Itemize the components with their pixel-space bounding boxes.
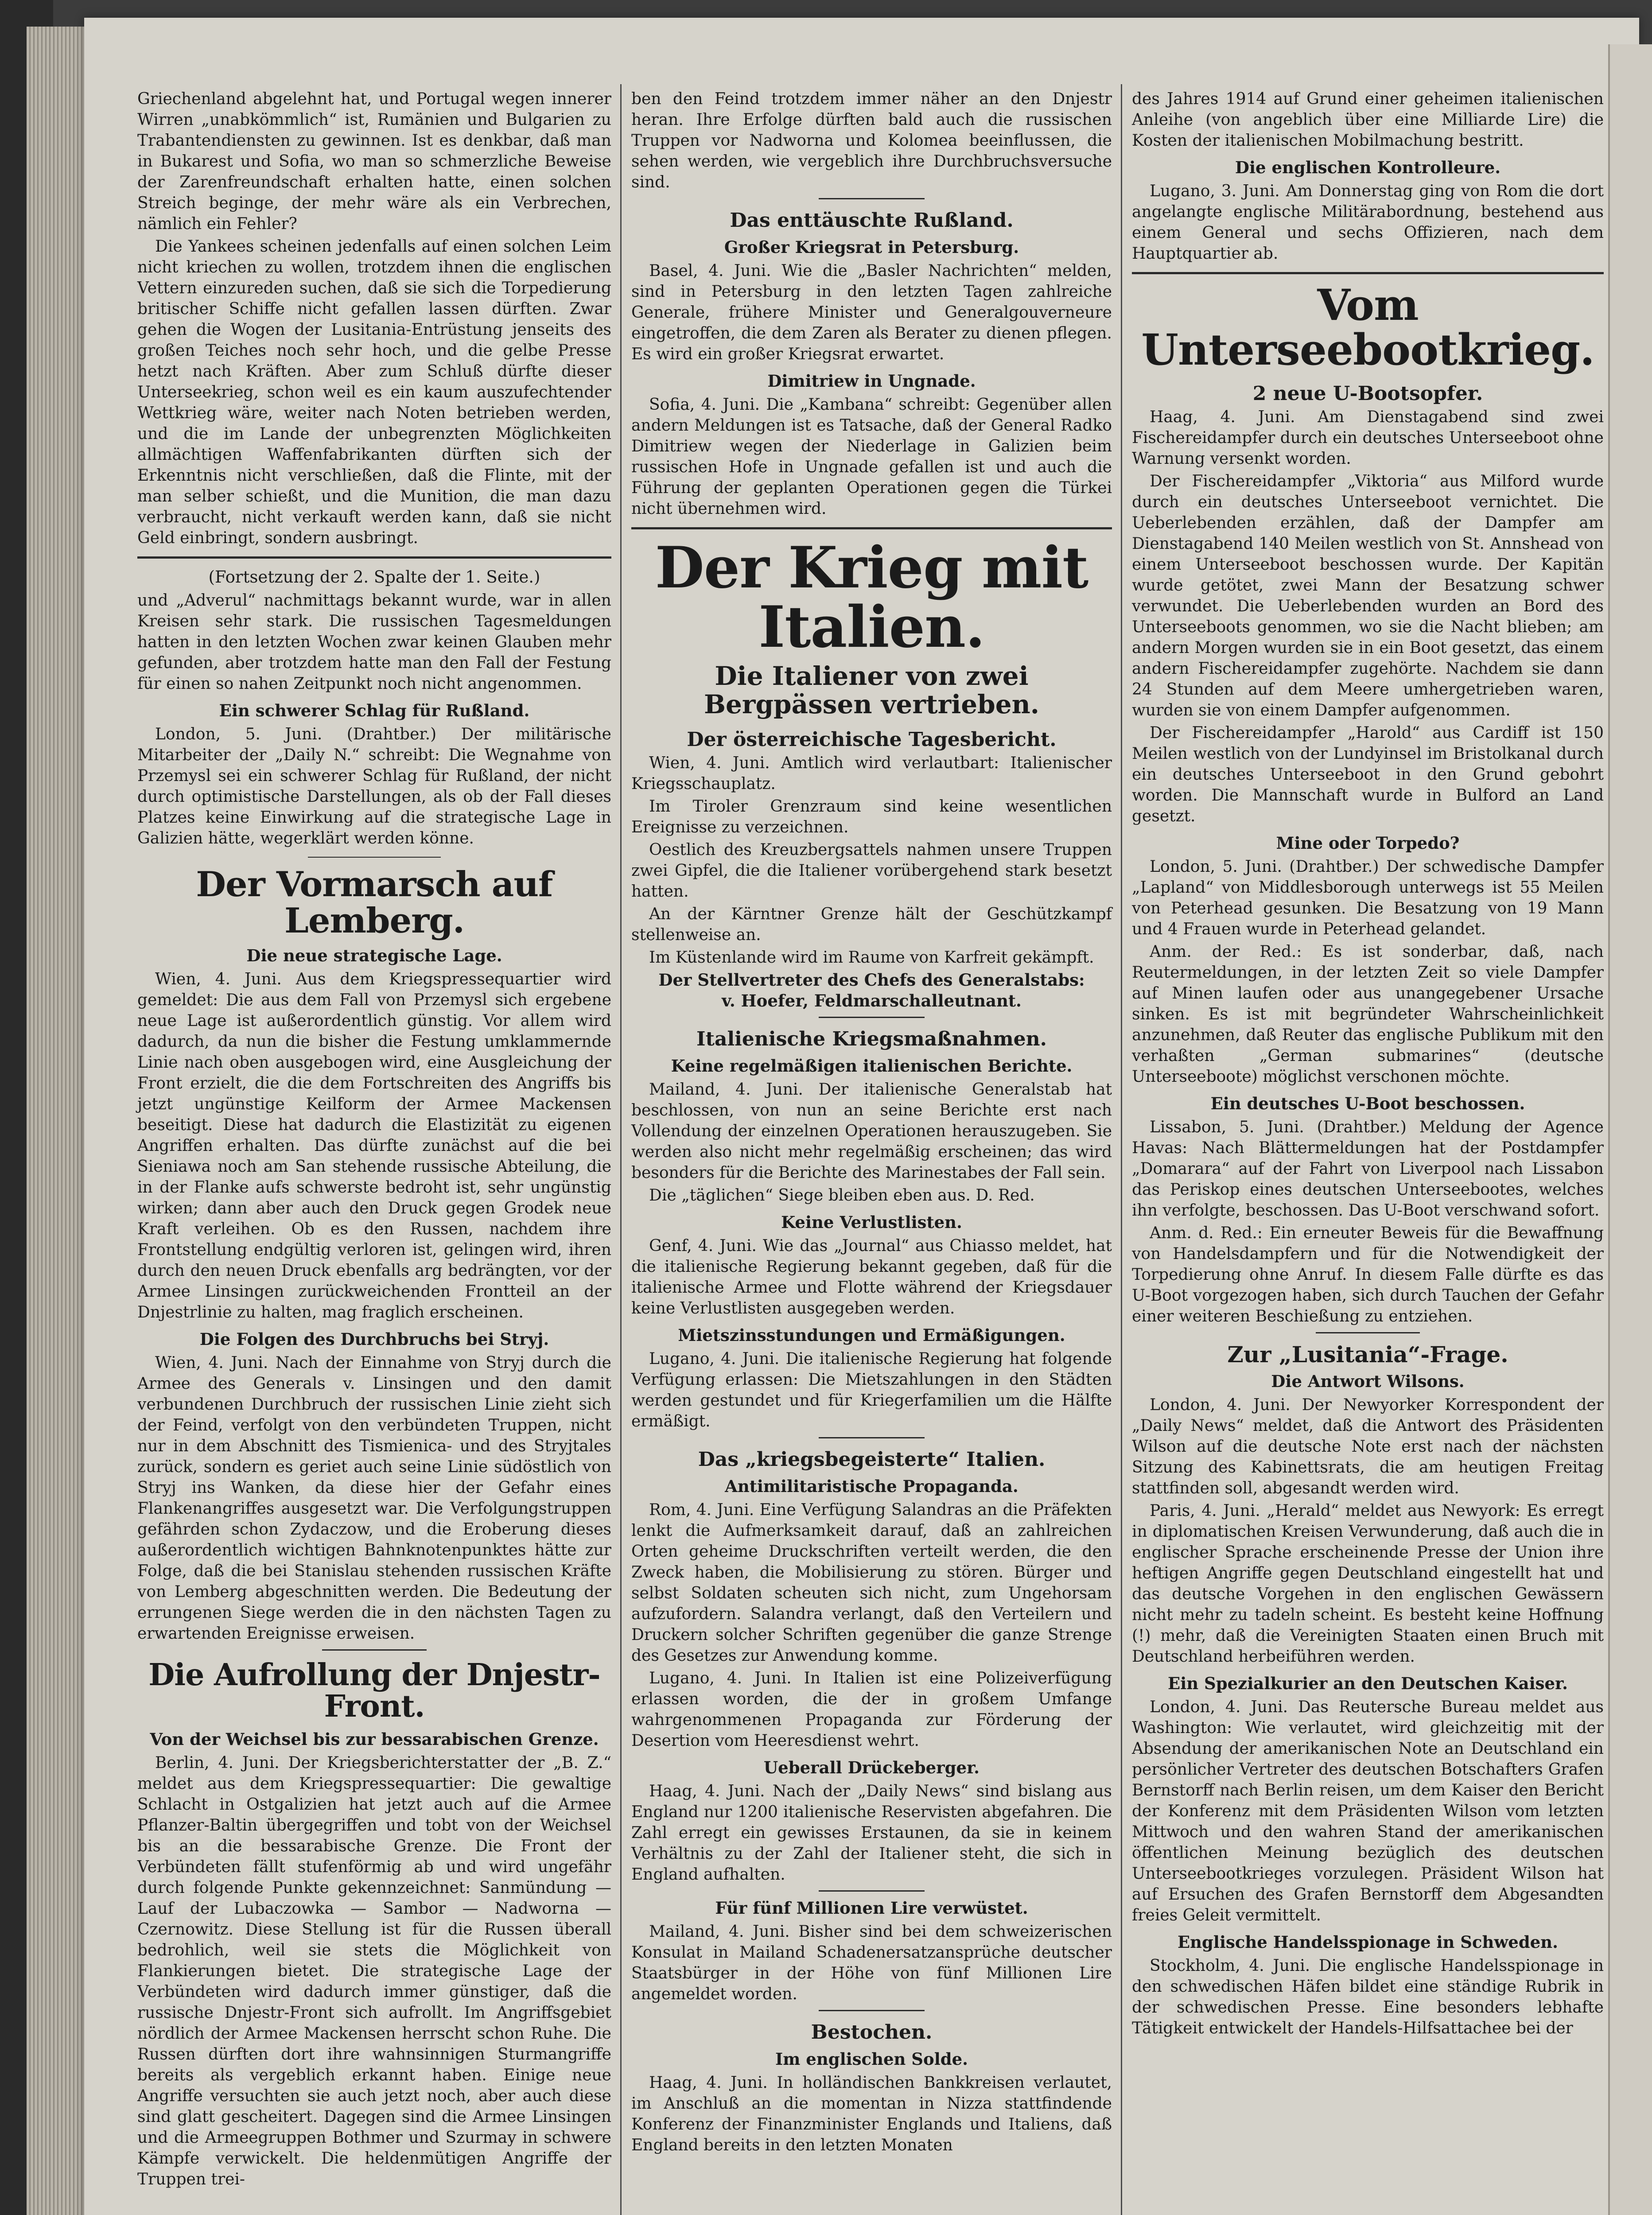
signature-line: Der Stellvertreter des Chefs des Generalstabs: [658,970,1085,990]
paragraph: Mailand, 4. Juni. Bisher sind bei dem schweizerischen Konsulat in Mailand Schadenersatzansprüche deutscher Staatsbürger in der Höhe von fünf Millionen Lire angemeldet worden. [631,1922,1112,2003]
paragraph: Wien, 4. Juni. Amtlich wird verlautbart: Italienischer Kriegsschauplatz. [631,754,1112,793]
subheading: Keine regelmäßigen italienischen Berichte. [671,1056,1073,1076]
headline-unterseebootkrieg: Vom Unterseebootkrieg. [1141,280,1594,375]
page-edges [27,27,89,2215]
separator [819,1890,925,1892]
adjacent-page-edge [1608,44,1652,2215]
paragraph: Lugano, 4. Juni. In Italien ist eine Polizeiverfügung erlassen worden, die der in großem Umfange wahrgenommenen Propaganda zur Förderung der Desertion vom Heeresdienst wehrt. [631,1669,1112,1750]
paragraph: Rom, 4. Juni. Eine Verfügung Salandras an die Präfekten lenkt die Aufmerksamkeit darauf, daß an zahlreichen Orten geheime Druckschriften verteilt werden, die den Zweck haben, die Mobilisierung zu stören. Bürger und selbst Soldaten scheuten sich nicht, zum Ungehorsam aufzufordern. Salandra verlangt, daß den Verteilern und Druckern solcher Schriften gegenüber die ganze Strenge des Gesetzes zur Anwendung komme. [631,1500,1112,1665]
subheading: Im englischen Solde. [775,2049,968,2069]
subheading: Mietszinsstundungen und Ermäßigungen. [678,1325,1065,1345]
separator [819,198,925,199]
paragraph: Griechenland abgelehnt hat, und Portugal wegen innerer Wirren „unabkömmlich“ ist, Rumänien und Bulgarien zu Trabantendiensten zu gewinnen. Ist es denkbar, daß man in Bukarest und Sofia, wo man so schmerzliche Beweise der Zarenfreundschaft erhalten hatte, einen solchen Streich beginge, der mehr wäre als ein Verbrechen, nämlich ein Fehler? [137,90,611,233]
subheading: Ein schwerer Schlag für Rußland. [219,701,530,720]
paragraph: Die „täglichen“ Siege bleiben eben aus. D. Red. [649,1186,1035,1205]
subheading: Das enttäuschte Rußland. [730,209,1014,232]
column-2 [631,89,1112,2157]
paragraph: Im Küstenlande wird im Raume von Karfreit gekämpft. [649,948,1094,967]
subheading: 2 neue U-Bootsopfer. [1252,382,1483,405]
subheading: Die Antwort Wilsons. [1271,1371,1465,1391]
paragraph: Haag, 4. Juni. Nach der „Daily News“ sind bislang aus England nur 1200 italienische Reservisten abgefahren. Die Zahl erregt ein gewisses Erstaunen, da sie in keinem Verhältnis zu der Zahl der Italiener steht, die sich in England aufhalten. [631,1782,1112,1884]
paragraph: Die Yankees scheinen jedenfalls auf einen solchen Leim nicht kriechen zu wollen, trotzdem ihnen die englischen Vettern einzureden suchen, daß sie sich die Torpedierung britischer Schiffe nicht gefallen lassen dürften. Zwar gehen die Wogen der Lusitania-Entrüstung jenseits des großen Teiches noch sehr hoch, und die gelbe Presse hetzt nach Kräften. Aber zum Schluß dürfte dieser Unterseekrieg, schon weil es ein kaum auszufechtender Wettkrieg wäre, weiter nach Noten betrieben werden, und die im Lande der unbegrenzten Möglichkeiten allmächtigen Waffenfabrikanten dürften sich der Erkenntnis nicht verschließen, daß die Flinte, mit der man selber schießt, und die Munition, die man dazu verbraucht, nicht verkauft werden kann, daß sie nicht Geld einbringt, sondern ausbringt. [137,237,611,547]
paragraph: ben den Feind trotzdem immer näher an den Dnjestr heran. Ihre Erfolge dürften bald auch die russischen Truppen vor Nadworna und Kolomea beeinflussen, die sehen werden, wie vergeblich ihre Durchbruchsversuche sind. [631,90,1112,191]
column-3 [1132,89,1604,2040]
paragraph: Mailand, 4. Juni. Der italienische Generalstab hat beschlossen, von nun an seine Berichte erst nach Vollendung der einzelnen Operationen herauszugeben. Sie werden also nicht mehr regelmäßig erscheinen; das wird besonders für die Berichte des Marinestabes der Fall sein. [631,1080,1112,1182]
paragraph: Haag, 4. Juni. In holländischen Bankkreisen verlautet, im Anschluß an die momentan in Nizza stattfindende Konferenz der Finanzminister Englands und Italiens, daß England bereits in den letzten Monaten [631,2073,1112,2154]
subheading: Die englischen Kontrolleure. [1235,158,1501,177]
continuation-note: (Fortsetzung der 2. Spalte der 1. Seite.) [208,567,540,587]
paragraph: London, 5. Juni. (Drahtber.) Der schwedische Dampfer „Lapland“ von Middlesborough unterwegs ist 55 Meilen von Peterhead gesunken. Die Besatzung von 19 Mann und 4 Frauen wurde in Peterhead gelandet. [1132,857,1604,938]
subheading: Ein Spezialkurier an den Deutschen Kaiser. [1168,1673,1568,1693]
subheading: Ueberall Drückeberger. [763,1757,980,1777]
headline-lemberg: Der Vormarsch auf Lemberg. [196,864,553,941]
paragraph: Anm. d. Red.: Ein erneuter Beweis für die Bewaffnung von Handelsdampfern und für die Notwendigkeit der Torpedierung ohne Anruf. In diesem Falle dürfte es das U-Boot vorgezogen haben, sich durch Tauchen der Gefahr einer weiteren Beschießung zu entziehen. [1132,1224,1604,1325]
separator [1316,1332,1419,1333]
paragraph: Lissabon, 5. Juni. (Drahtber.) Meldung der Agence Havas: Nach Blättermeldungen hat der Postdampfer „Domarara“ auf der Fahrt von Liverpool nach Lissabon das Periskop eines deutschen Unterseebootes, welches ihn verfolgte, beschossen. Das U-Boot verschwand sofort. [1132,1118,1604,1220]
column-rule [620,84,622,2215]
paragraph: London, 4. Juni. Der Newyorker Korrespondent der „Daily News“ meldet, daß die Antwort des Präsidenten Wilson auf die deutsche Note erst nach der nächsten Sitzung des Kabinettsrats, die am heutigen Freitag stattfinden soll, abgesandt werden wird. [1132,1395,1604,1497]
subheading: Antimilitaristische Propaganda. [725,1476,1018,1496]
subheading: Großer Kriegsrat in Petersburg. [724,237,1019,257]
paragraph: Paris, 4. Juni. „Herald“ meldet aus Newyork: Es erregt in diplomatischen Kreisen Verwunderung, daß auch die in englischer Sprache erscheinende Presse der Union ihre heftigen Angriffe gegen Deutschland eingestellt hat und das deutsche Vorgehen in den englischen Gewässern nicht mehr zu tadeln scheint. Es besteht keine Hoffnung (!) mehr, daß die Vereinigten Staaten einen Bruch mit Deutschland herbeiführen werden. [1132,1501,1604,1666]
section-rule [137,556,611,559]
paragraph: des Jahres 1914 auf Grund einer geheimen italienischen Anleihe (von angeblich über eine Milliarde Lire) die Kosten der italienischen Mobilmachung bestritt. [1132,90,1604,150]
subheading: Englische Handelsspionage in Schweden. [1177,1932,1559,1952]
paragraph: Haag, 4. Juni. Am Dienstagabend sind zwei Fischereidampfer durch ein deutsches Unterseeboot ohne Warnung versenkt worden. [1132,408,1604,468]
paragraph: Stockholm, 4. Juni. Die englische Handelsspionage in den schwedischen Häfen bildet eine ständige Rubrik in der schwedischen Presse. Eine besonders lebhafte Tätigkeit entwickelt der Handels-Hilfsattachee bei der [1132,1956,1604,2037]
column-rule [1121,84,1122,2215]
paragraph: Basel, 4. Juni. Wie die „Basler Nachrichten“ melden, sind in Petersburg in den letzten Tagen zahlreiche Generale, frühere Minister und Generalgouverneure eingetroffen, die dem Zaren als Berater zu dienen pflegen. Es wird ein großer Kriegsrat erwartet. [631,262,1112,363]
paragraph: Anm. der Red.: Es ist sonderbar, daß, nach Reutermeldungen, in der letzten Zeit so viele Dampfer auf Minen laufen oder aus unangegebener Ursache sinken. Es ist mit begründeter Wahrscheinlichkeit anzunehmen, daß Reuter das englische Publikum mit den verhaßten „German submarines“ (deutsche Unterseeboote) möglichst verschonen möchte. [1132,942,1604,1086]
headline-italien: Der Krieg mit Italien. [655,535,1088,661]
paragraph: Der Fischereidampfer „Harold“ aus Cardiff ist 150 Meilen westlich von der Lundyinsel im Bristolkanal durch ein deutsches Unterseeboot in den Grund gebohrt worden. Die Mannschaft wurde in Bulford an Land gesetzt. [1132,723,1604,825]
separator [308,857,441,858]
paragraph: Berlin, 4. Juni. Der Kriegsberichterstatter der „B. Z.“ meldet aus dem Kriegspressequartier: Die gewaltige Schlacht in Ostgalizien hat jetzt auch auf die Armee Pflanzer-Baltin übergegriffen und tobt von der Weichsel bis an die bessarabische Grenze. Die Front der Verbündeten fällt stufenförmig ab und wird ungefähr durch folgende Punkte gekennzeichnet: Sanmündung — Lauf der Lubaczowka — Sambor — Nadworna — Czernowitz. Diese Stellung ist für die Russen überall bedrohlich, weil sie stets die Möglichkeit von Flankierungen bietet. Die strategische Lage der Verbündeten wird dadurch immer günstiger, daß die russische Dnjestr-Front sich aufrollt. Im Angriffsgebiet nördlich der Armee Mackensen herrscht schon Ruhe. Die Russen dürften dort ihre wahnsinnigen Sturmangriffe bereits als vergeblich erkannt haben. Einige neue Angriffe versuchten sie auch jetzt noch, aber auch diese sind glatt gescheitert. Dagegen sind die Armee Linsingen und die Armeegruppen Bothmer und Szurmay in schwere Kämpfe verwickelt. Die heldenmütigen Angriffe der Truppen trei- [137,1753,611,2188]
subheading-lusitania: Zur „Lusitania“-Frage. [1227,1341,1508,1368]
paragraph: Lugano, 3. Juni. Am Donnerstag ging von Rom die dort angelangte englische Militärabordnung, bestehend aus einem General und sechs Offizieren, nach dem Hauptquartier ab. [1132,182,1604,263]
subheading: Der österreichische Tagesbericht. [687,728,1057,751]
separator [819,1017,925,1018]
signature-line: v. Hoefer, Feldmarschalleutnant. [722,991,1022,1010]
paragraph: und „Adverul“ nachmittags bekannt wurde, war in allen Kreisen sehr stark. Die russischen Tagesmeldungen hatten in den letzten Wochen zwar keinen Glauben mehr gefunden, aber trotzdem hatte man den Fall der Festung für einen so nahen Zeitpunkt noch nicht angenommen. [137,591,611,693]
subheading: Ein deutsches U-Boot beschossen. [1210,1093,1525,1113]
separator [819,1437,925,1438]
subheading: Für fünf Millionen Lire verwüstet. [715,1898,1028,1918]
paragraph: Sofia, 4. Juni. Die „Kambana“ schreibt: Gegenüber allen andern Meldungen ist es Tatsache, daß der General Radko Dimitriew wegen der Niederlage in Galizien beim russischen Hofe in Ungnade gefallen ist und auch die Führung der geplanten Operationen gegen die Türkei nicht übernehmen wird. [631,396,1112,518]
paragraph: Wien, 4. Juni. Aus dem Kriegspressequartier wird gemeldet: Die aus dem Fall von Przemysl sich ergebene neue Lage ist außerordentlich günstig. Vor allem wird dadurch, da nun die bisher die Festung umklammernde Linie nach oben ausgebogen wird, eine Ausgleichung der Front erzielt, die die dem Fortschreiten des Angriffs bis jetzt ungünstige Keilform der Armee Mackensen beseitigt. Diese hat dadurch die Elastizität zu eigenen Angriffen erhalten. Das dürfte zunächst auf die bei Sieniawa noch am San stehende russische Abteilung, die in der Flanke aufs schwerste bedroht ist, sehr ungünstig wirken; dann aber auch den Druck gegen Grodek neue Kraft verleihen. Ob es den Russen, nachdem ihre Frontstellung endgültig verloren ist, gelingen wird, ihren durch den neuen Druck ebenfalls arg bedrängten, vor der Armee Linsingen zurückweichenden Frontteil an der Dnjestrlinie zu halten, mag fraglich erscheinen. [137,970,611,1321]
paragraph: Genf, 4. Juni. Wie das „Journal“ aus Chiasso meldet, hat die italienische Regierung bekannt gegeben, daß für die italienische Armee und Flotte während der Kriegsdauer keine Verlustlisten ausgegeben werden. [631,1236,1112,1317]
subheading: Die neue strategische Lage. [246,945,502,965]
separator [322,1649,426,1651]
paragraph: Der Fischereidampfer „Viktoria“ aus Milford wurde durch ein deutsches Unterseeboot vernichtet. Die Ueberlebenden erzählen, daß der Dampfer am Dienstagabend 140 Meilen westlich von St. Annshead von einem Unterseeboot beschossen wurde. Der Kapitän wurde getötet, zwei Mann der Besatzung schwer verwundet. Die Ueberlebenden wurden an Bord des Unterseeboots genommen, wo sie die Nacht blieben; am andern Morgen wurden sie in ein Boot gesetzt, das einem andern Fischereidampfer zugehörte. Nachdem sie dann 24 Stunden auf dem Meere umhergetrieben waren, wurden sie von einem Dampfer aufgenommen. [1132,472,1604,719]
section-rule [631,527,1112,529]
paragraph: Oestlich des Kreuzbergsattels nahmen unsere Truppen zwei Gipfel, die die Italiener vorübergehend stark besetzt hatten. [631,840,1112,901]
paragraph: Lugano, 4. Juni. Die italienische Regierung hat folgende Verfügung erlassen: Die Mietszahlungen in den Städten werden gestundet und für Kriegerfamilien um die Hälfte ermäßigt. [631,1349,1112,1430]
subheading: Mine oder Torpedo? [1276,833,1460,853]
subheading: Italienische Kriegsmaßnahmen. [696,1027,1047,1050]
subheading: Die Folgen des Durchbruchs bei Stryj. [199,1329,549,1349]
section-rule [1132,272,1604,274]
paragraph: Wien, 4. Juni. Nach der Einnahme von Stryj durch die Armee des Generals v. Linsingen und den damit verbundenen Durchbruch der russischen Linie zieht sich der Feind, verfolgt von den verbündeten Truppen, nicht nur in dem Abschnitt des Tismienica- und des Stryjtales zurück, sondern es geriet auch seine Linie südöstlich von Stryj ins Wanken, da diese hier der Gefahr eines Flankenangriffes ausgesetzt war. Die Verfolgungstruppen gefährden schon Zydaczow, und die Eroberung dieses außerordentlich wichtigen Bahnknotenpunktes hätte zur Folge, daß die bei Stanislau stehenden russischen Kräfte von Lemberg abgeschnitten werden. Die Bedeutung der errungenen Siege werden die in den nächsten Tagen zu erwartenden Ereignisse erweisen. [137,1353,611,1643]
headline-dnjestr: Die Aufrollung der Dnjestr-Front. [148,1657,600,1725]
subheading: Von der Weichsel bis zur bessarabischen Grenze. [150,1729,599,1749]
column-1 [137,89,611,2192]
subheading: Keine Verlustlisten. [781,1212,962,1232]
separator [819,2010,925,2011]
subheading: Dimitriew in Ungnade. [767,371,976,391]
paragraph: An der Kärntner Grenze hält der Geschützkampf stellenweise an. [631,905,1112,944]
paragraph: London, 4. Juni. Das Reutersche Bureau meldet aus Washington: Wie verlautet, wird gleichzeitig mit der Absendung der amerikanischen Note an Deutschland ein persönlicher Vertreter des deutschen Botschafters Grafen Bernstorff nach Berlin reisen, um dem Kaiser den Bericht der Konferenz mit dem Präsidenten Wilson vom letzten Mittwoch und den wahren Stand der amerikanischen öffentlichen Meinung bezüglich des deutschen Unterseebootkrieges vorzulegen. Präsident Wilson hat auf Ersuchen des Grafen Bernstorff dem Abgesandten freies Geleit vermittelt. [1132,1698,1604,1924]
subheading: Bestochen. [811,2021,933,2044]
subheading: Das „kriegsbegeisterte“ Italien. [698,1448,1046,1471]
paragraph: London, 5. Juni. (Drahtber.) Der militärische Mitarbeiter der „Daily N.“ schreibt: Die Wegnahme von Przemysl sei ein schwerer Schlag für Rußland, der nicht durch optimistische Darstellungen, als ob der Fall dieses Platzes keine Einwirkung auf die strategische Lage in Galizien hätte, wegerklärt werden könne. [137,725,611,847]
headline-deck: Die Italiener von zwei Bergpässen vertrieben. [704,661,1039,719]
paragraph: Im Tiroler Grenzraum sind keine wesentlichen Ereignisse zu verzeichnen. [631,797,1112,836]
